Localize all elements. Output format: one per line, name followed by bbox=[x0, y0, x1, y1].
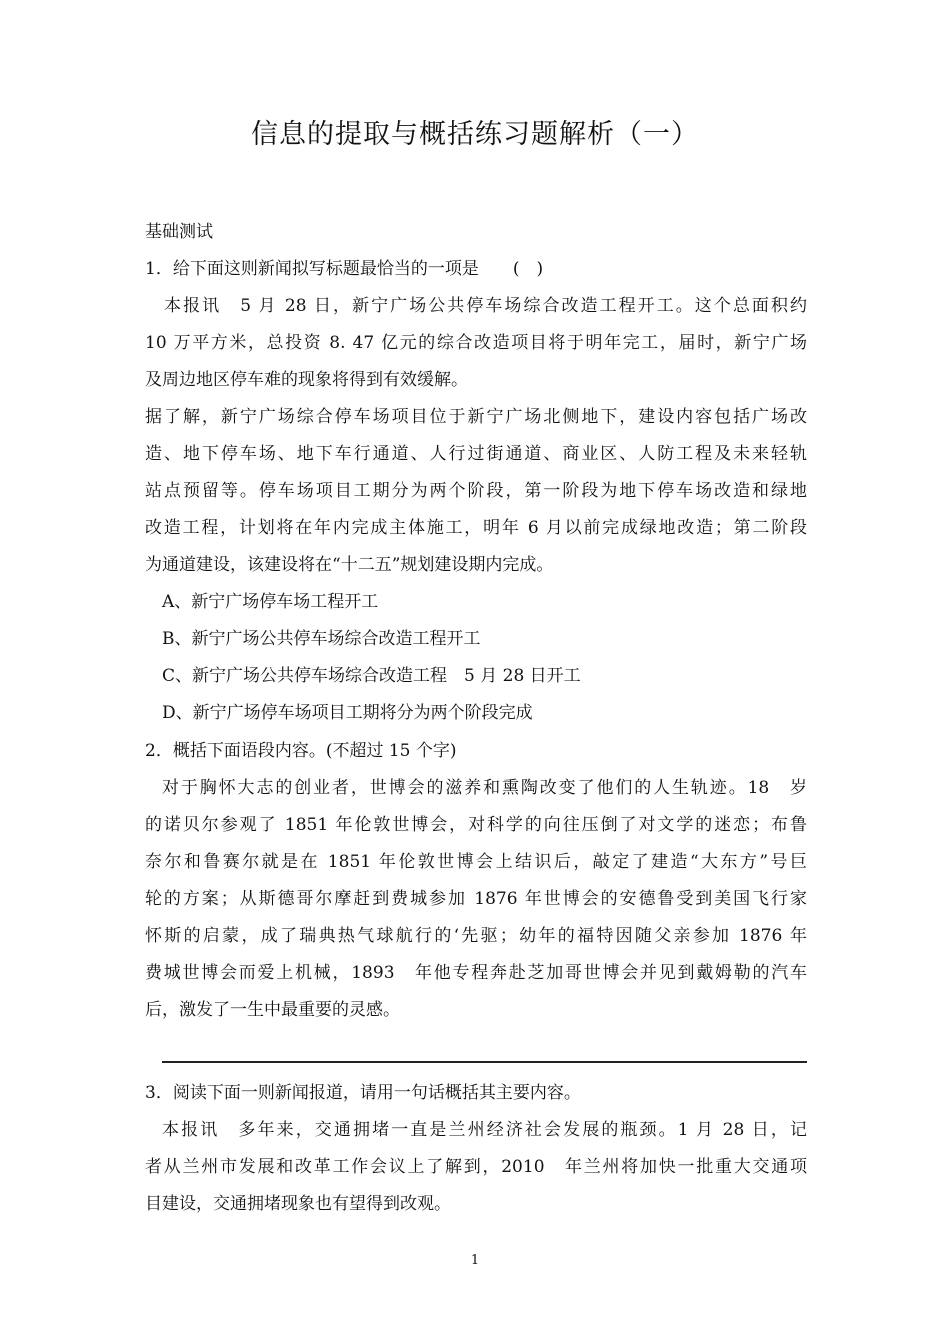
q1-line-1: 本报讯 5 月 28 日，新宁广场公共停车场综合改造工程开工。这个总面积约 bbox=[145, 296, 807, 316]
q3-line-1: 本报讯 多年来，交通拥堵一直是兰州经济社会发展的瓶颈。1 月 28 日，记 bbox=[162, 1120, 807, 1140]
q1-line-7: 改造工程，计划将在年内完成主体施工，明年 6 月以前完成绿地改造；第二阶段 bbox=[145, 518, 807, 538]
q2-line-1: 对于胸怀大志的创业者，世博会的滋养和熏陶改变了他们的人生轨迹。18 岁 bbox=[162, 778, 807, 798]
q2-line-2: 的诺贝尔参观了 1851 年伦敦世博会，对科学的向往压倒了对文学的迷恋；布鲁 bbox=[145, 815, 807, 835]
page-number: 1 bbox=[470, 1253, 480, 1268]
q1-option-b: B、新宁广场公共停车场综合改造工程开工 bbox=[162, 629, 481, 649]
q2-line-6: 费城世博会而爱上机械，1893 年他专程奔赴芝加哥世博会并见到戴姆勒的汽车 bbox=[145, 963, 807, 983]
q1-option-c: C、新宁广场公共停车场综合改造工程 5 月 28 日开工 bbox=[162, 666, 581, 686]
q2-line-5: 怀斯的启蒙，成了瑞典热气球航行的‘先驱；幼年的福特因随父亲参加 1876 年 bbox=[145, 926, 807, 946]
question-2-block bbox=[145, 733, 807, 1029]
q2-prompt: 2．概括下面语段内容。(不超过 15 个字) bbox=[145, 741, 457, 761]
q1-line-2: 10 万平方米，总投资 8. 47 亿元的综合改造项目将于明年完工，届时，新宁广场 bbox=[145, 333, 807, 353]
question-1-block bbox=[145, 214, 807, 732]
q3-line-2: 者从兰州市发展和改革工作会议上了解到，2010 年兰州将加快一批重大交通项 bbox=[145, 1157, 807, 1177]
q1-line-8: 为通道建设，该建设将在“十二五”规划建设期内完成。 bbox=[145, 555, 554, 575]
q1-line-3: 及周边地区停车难的现象将得到有效缓解。 bbox=[145, 370, 468, 390]
q3-line-3: 目建设，交通拥堵现象也有望得到改观。 bbox=[145, 1194, 451, 1214]
q2-line-7: 后，激发了一生中最重要的灵感。 bbox=[145, 1000, 400, 1020]
section-heading: 基础测试 bbox=[145, 222, 213, 242]
q1-line-6: 站点预留等。停车场项目工期分为两个阶段，第一阶段为地下停车场改造和绿地 bbox=[145, 481, 807, 501]
q1-line-5: 造、地下停车场、地下车行通道、人行过街通道、商业区、人防工程及未来轻轨 bbox=[145, 444, 807, 464]
q2-line-3: 奈尔和鲁赛尔就是在 1851 年伦敦世博会上结识后，敲定了建造“大东方”号巨 bbox=[145, 852, 807, 872]
q1-option-a: A、新宁广场停车场工程开工 bbox=[162, 592, 379, 612]
q2-line-4: 轮的方案；从斯德哥尔摩赶到费城参加 1876 年世博会的安德鲁受到美国飞行家 bbox=[145, 889, 807, 909]
q3-prompt: 3．阅读下面一则新闻报道，请用一句话概括其主要内容。 bbox=[145, 1083, 581, 1103]
q1-prompt: 1．给下面这则新闻拟写标题最恰当的一项是 ( ) bbox=[145, 259, 544, 279]
question-3-block bbox=[145, 1075, 807, 1223]
q1-option-d: D、新宁广场停车场项目工期将分为两个阶段完成 bbox=[162, 703, 533, 723]
q1-line-4: 据了解，新宁广场综合停车场项目位于新宁广场北侧地下，建设内容包括广场改 bbox=[145, 407, 807, 427]
document-title: 信息的提取与概括练习题解析（一） bbox=[251, 119, 699, 150]
answer-divider-line bbox=[162, 1061, 807, 1063]
